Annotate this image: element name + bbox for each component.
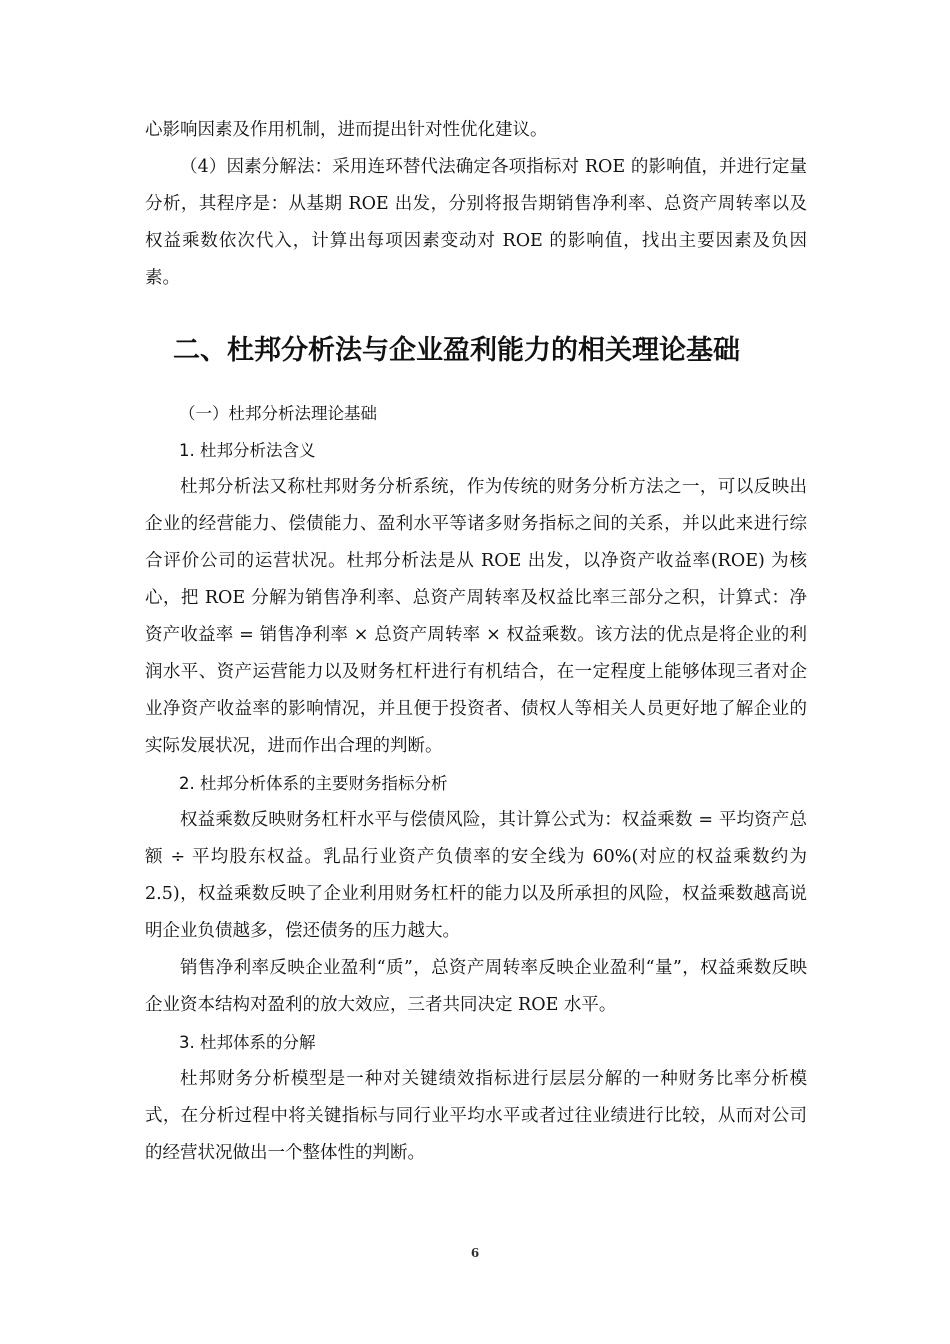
item2-paragraph-2: 销售净利率反映企业盈利“质”，总资产周转率反映企业盈利“量”，权益乘数反映企业资本结构对盈利的放大效应，三者共同决定 ROE 水平。: [145, 958, 807, 1015]
item1-paragraph: 杜邦分析法又称杜邦财务分析系统，作为传统的财务分析方法之一，可以反映出企业的经营能力、偿债能力、盈利水平等诸多财务指标之间的关系，并以此来进行综合评价公司的运营状况。杜邦分析法是从 ROE 出发，以净资产收益率(ROE) 为核心，把 ROE 分解为销售净利率、总资产周转率及权益比率三部分之积，计算式：净资产收益率 = 销售净利率 × 总资产周转率 × 权益乘数。该方法的优点是将企业的利润水平、资产运营能力以及财务杠杆进行有机结合，在一定程度上能够体现三者对企业净资产收益率的影响情况，并且便于投资者、债权人等相关人员更好地了解企业的实际发展状况，进而作出合理的判断。: [145, 477, 807, 756]
section-title: 二、杜邦分析法与企业盈利能力的相关理论基础: [173, 335, 740, 366]
paragraph-continued: 心影响因素及作用机制，进而提出针对性优化建议。: [145, 120, 548, 140]
page-number: 6: [470, 1246, 480, 1260]
subsection-title: （一）杜邦分析法理论基础: [179, 404, 377, 423]
item3-heading: 3. 杜邦体系的分解: [179, 1033, 316, 1052]
paragraph-factor-decomposition: （4）因素分解法：采用连环替代法确定各项指标对 ROE 的影响值，并进行定量分析，其程序是：从基期 ROE 出发，分别将报告期销售净利率、总资产周转率以及权益乘数依次代入，计算出每项因素变动对 ROE 的影响值，找出主要因素及负因素。: [145, 157, 807, 288]
item3-paragraph: 杜邦财务分析模型是一种对关键绩效指标进行层层分解的一种财务比率分析模式，在分析过程中将关键指标与同行业平均水平或者过往业绩进行比较，从而对公司的经营状况做出一个整体性的判断。: [145, 1069, 807, 1163]
item1-heading: 1. 杜邦分析法含义: [179, 441, 316, 460]
document-body: [145, 112, 807, 1172]
item2-heading: 2. 杜邦分析体系的主要财务指标分析: [179, 774, 448, 793]
item2-paragraph-1: 权益乘数反映财务杠杆水平与偿债风险，其计算公式为：权益乘数 = 平均资产总额 ÷ 平均股东权益。乳品行业资产负债率的安全线为 60%(对应的权益乘数约为 2.5)，权益乘数反映了企业利用财务杠杆的能力以及所承担的风险，权益乘数越高说明企业负债越多，偿还债务的压力越大。: [145, 810, 807, 941]
